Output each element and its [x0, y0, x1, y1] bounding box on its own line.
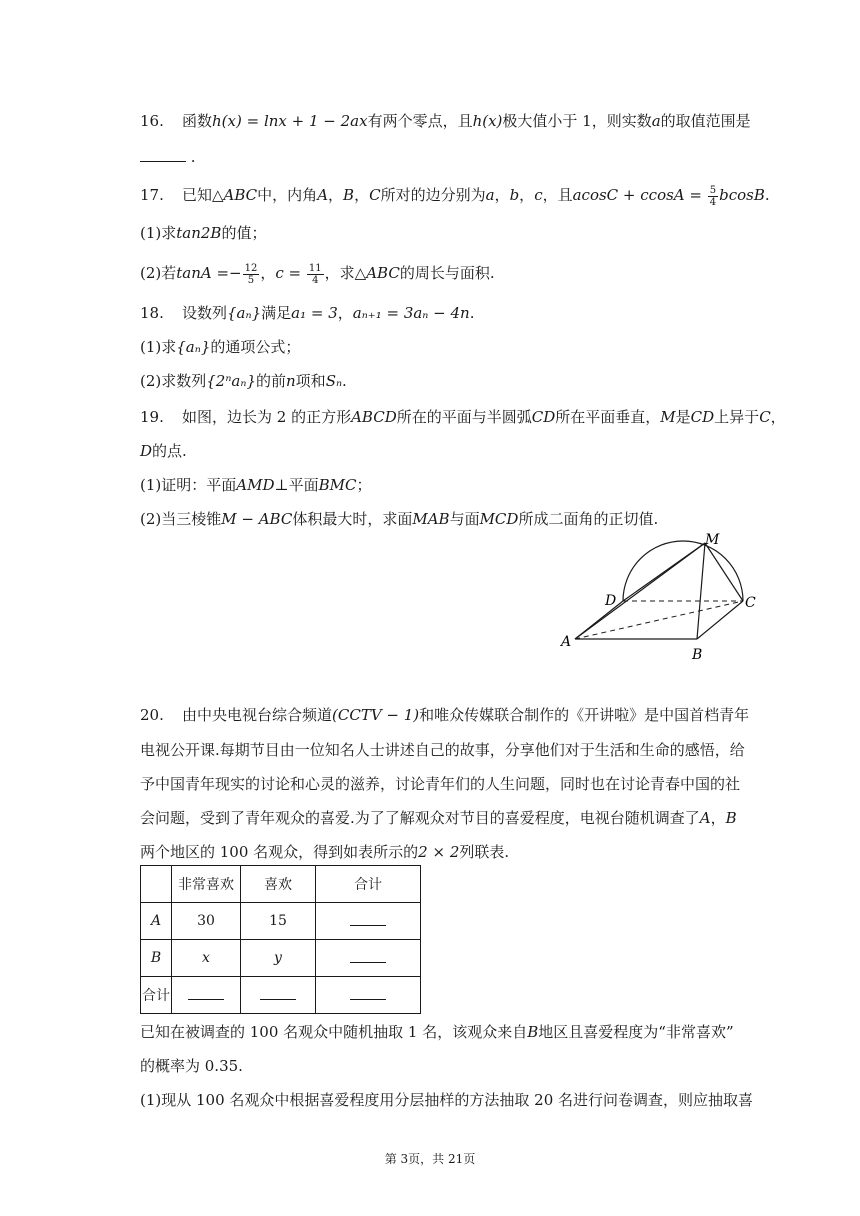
q19-m: M [660, 408, 676, 426]
q20-l4-B: B [725, 809, 737, 827]
q20-after1-a: 已知在被调查的 100 名观众中随机抽取 1 名，该观众来自 [140, 1023, 528, 1041]
table-cell-total-very-like [172, 977, 241, 1014]
q19-p2-prefix: (2)当三棱锥 [140, 510, 222, 528]
q17-p2-frac1 [243, 263, 260, 286]
q19-line2-text: 的点. [152, 442, 187, 460]
table-cell-b-like: y [241, 940, 316, 977]
q17-p2-prefix: (2)若 [140, 264, 177, 282]
q19-p2-mab: MAB [412, 510, 450, 528]
q19-text-a: 如图，边长为 2 的正方形 [182, 408, 352, 426]
q19-c: C [759, 408, 771, 426]
q18-p2-S: Sₙ [325, 372, 343, 390]
semicircle-arc [623, 541, 743, 601]
q16-text-a: 函数 [182, 112, 213, 130]
q17-frac-denominator: 4 [709, 196, 717, 208]
q17-text-b: 中，内角 [257, 186, 318, 204]
q18-part1 [140, 336, 300, 358]
table-row-label-total: 合计 [141, 977, 172, 1014]
q20-after1-B: B [527, 1023, 539, 1041]
blank [188, 987, 224, 1000]
q20-cctv: (CCTV − 1) [332, 706, 420, 724]
q17-number: 17. [140, 186, 164, 204]
label-b: B [692, 647, 703, 663]
q18-p2-seq: {2ⁿaₙ} [206, 372, 256, 390]
table-header-very-like: 非常喜欢 [172, 866, 241, 903]
q20-line1 [140, 704, 749, 726]
q17-p2-tanA: tanA =− [176, 264, 242, 282]
q20-l1-a: 由中央电视台综合频道 [182, 706, 333, 724]
q19-p1-amd: AMD [236, 476, 275, 494]
q18-p2-n: n [286, 372, 296, 390]
q19-p2-mid2: 与面 [449, 510, 480, 528]
q18-p1-prefix: (1)求 [140, 338, 177, 356]
q18-recurrence: aₙ₊₁ = 3aₙ − 4n [352, 304, 470, 322]
q17-side-b: b [509, 186, 520, 204]
q20-line4: 会问题，受到了青年观众的喜爱.为了了解观众对节目的喜爱程度，电视台随机调查了A，B [140, 809, 737, 827]
q20-l1-b: 和唯众传媒联合制作的《开讲啦》是中国首档青年 [419, 706, 750, 724]
q18-text-a: 设数列 [182, 304, 228, 322]
label-c: C [745, 595, 756, 611]
q18-p1-seq: {aₙ} [176, 338, 211, 356]
q17-p2-suffix: 的周长与面积. [399, 264, 495, 282]
q19-p1-mid: ⊥平面 [274, 476, 319, 494]
table-header-total: 合计 [316, 866, 421, 903]
q18-seq: {aₙ} [227, 304, 262, 322]
table-header-empty [141, 866, 172, 903]
edge-bm [697, 543, 705, 639]
table-cell-a-very-like: 30 [172, 903, 241, 940]
q19-line2 [140, 440, 187, 462]
label-m: M [705, 532, 720, 548]
table-header-row [141, 866, 421, 903]
q19-p1-prefix: (1)证明：平面 [140, 476, 237, 494]
q17-fraction [708, 185, 718, 208]
q17-part1 [140, 222, 266, 244]
q17-p2-c: c = [275, 264, 302, 282]
q20-l4-A: A [699, 809, 711, 827]
q20-line3: 予中国青年现实的讨论和心灵的滋养，讨论青年们的人生问题，同时也在讨论青春中国的社 [140, 775, 741, 793]
edge-dm [623, 543, 705, 601]
q16-line2 [140, 146, 196, 168]
q19-text-c: 所在平面垂直， [555, 408, 661, 426]
q17-p2-frac2 [307, 263, 324, 286]
q16-number: 16. [140, 112, 164, 130]
q17-p2-mid: ，求△ [324, 264, 367, 282]
q19-p1-bmc: BMC [318, 476, 357, 494]
table-row [141, 940, 421, 977]
q17-text-d: ，且 [542, 186, 573, 204]
table-cell-a-like: 15 [241, 903, 316, 940]
q16-a: a [651, 112, 661, 130]
q18-line1: 18. 设数列{aₙ}满足a₁ = 3，aₙ₊₁ = 3aₙ − 4n. [140, 304, 475, 322]
q19-cd: CD [531, 408, 556, 426]
q16-answer-blank [140, 147, 186, 162]
q19-p1-suffix: ； [356, 476, 372, 494]
blank [350, 950, 386, 963]
q17-part2: (2)若tanA =− $\frac{12}{5}$ ，c = $\frac{11}{4}$ ，求△ABC的周长与面积. [140, 262, 495, 286]
q20-after2: 的概率为 0.35. [140, 1057, 243, 1075]
label-a: A [561, 634, 572, 650]
q20-l4-a: 会问题，受到了青年观众的喜爱.为了了解观众对节目的喜爱程度，电视台随机调查了 [140, 809, 700, 827]
table-row [141, 903, 421, 940]
blank [260, 987, 296, 1000]
q20-l5-a: 两个地区的 100 名观众，得到如表所示的 [140, 843, 419, 861]
table-cell-b-total [316, 940, 421, 977]
edge-cm [705, 543, 743, 601]
q16-expr: h(x) = lnx + 1 − 2ax [212, 112, 368, 130]
q17-line1: 17. 已知△ABC中，内角A，B，C所对的边分别为a，b，c，且acosC + ccosA = $\frac{5}{4}$ bcosB. [140, 184, 770, 208]
q18-number: 18. [140, 304, 164, 322]
table-cell-a-total [316, 903, 421, 940]
table-header-like: 喜欢 [241, 866, 316, 903]
q18-part2 [140, 370, 347, 392]
q19-text-e: 上异于 [714, 408, 760, 426]
q16-text-b: 有两个零点，且 [367, 112, 473, 130]
q18-p1-suffix: 的通项公式； [210, 338, 301, 356]
q20-line5 [140, 841, 509, 863]
q18-p2-suffix: . [342, 372, 347, 390]
q17-p1-suffix: 的值； [221, 224, 267, 242]
q17-p2-frac2-bot: 4 [312, 274, 319, 286]
q20-l5-expr: 2 × 2 [418, 843, 460, 861]
q19-part1 [140, 474, 371, 496]
q17-expr-right: bcosB [719, 186, 765, 204]
label-d: D [605, 593, 617, 609]
q19-cd2: CD [690, 408, 715, 426]
q18-p2-mid2: 项和 [295, 372, 326, 390]
table-cell-total-total [316, 977, 421, 1014]
q20-line2: 电视公开课.每期节目由一位知名人士讲述自己的故事，分享他们对于生活和生命的感悟，给 [140, 741, 745, 759]
q17-side-c: c [534, 186, 543, 204]
q20-after1-b: 地区且喜爱程度为“非常喜欢” [538, 1023, 734, 1041]
q17-abc: ABC [223, 186, 258, 204]
q19-number: 19. [140, 408, 164, 426]
page-footer: 第 3页，共 21页 [384, 1152, 476, 1166]
q19-line2-d: D [140, 442, 153, 460]
q17-p2-frac1-bot: 5 [247, 274, 255, 286]
q18-text-b: 满足 [261, 304, 292, 322]
q19-line1: 19. 如图，边长为 2 的正方形ABCD所在的平面与半圆弧CD所在平面垂直，M是CD上异于C， [140, 408, 786, 426]
q17-B: B [343, 186, 355, 204]
q19-p2-mcd: MCD [479, 510, 519, 528]
q19-pyramid-figure [555, 525, 765, 665]
q20-after1 [140, 1021, 734, 1043]
q16-text-c: 极大值小于 1，则实数 [502, 112, 652, 130]
table-row-label-b: B [141, 940, 172, 977]
q20-number: 20. [140, 706, 164, 724]
contingency-table [140, 865, 421, 1014]
q17-text-a: 已知△ [182, 186, 224, 204]
q17-p2-abc: ABC [366, 264, 400, 282]
table-cell-total-like [241, 977, 316, 1014]
q17-p2-frac1-top: 12 [244, 262, 258, 274]
q17-A: A [317, 186, 329, 204]
q17-p1-expr: tan2B [176, 224, 222, 242]
q17-expr-left: acosC + ccosA = [572, 186, 702, 204]
q18-p2-mid: 的前 [255, 372, 286, 390]
table-cell-b-very-like: x [172, 940, 241, 977]
q16-tail: . [190, 148, 196, 166]
table-row [141, 977, 421, 1014]
q17-side-a: a [485, 186, 495, 204]
q16-line1 [140, 110, 751, 132]
q20-l5-b: 列联表. [459, 843, 510, 861]
q18-p2-prefix: (2)求数列 [140, 372, 207, 390]
q19-text-d: 是 [675, 408, 691, 426]
q16-text-d: 的取值范围是 [660, 112, 751, 130]
blank [350, 987, 386, 1000]
q17-frac-numerator: 5 [709, 184, 717, 196]
q19-p2-suffix: 所成二面角的正切值. [518, 510, 659, 528]
table-row-label-a: A [141, 903, 172, 940]
q19-text-b: 所在的平面与半圆弧 [396, 408, 532, 426]
blank [350, 913, 386, 926]
q19-abcd: ABCD [351, 408, 397, 426]
q17-p1-prefix: (1)求 [140, 224, 177, 242]
q17-text-c: 所对的边分别为 [380, 186, 486, 204]
q17-p2-frac2-top: 11 [308, 262, 322, 274]
q18-a1: a₁ = 3 [291, 304, 338, 322]
q20-after3: (1)现从 100 名观众中根据喜爱程度用分层抽样的方法抽取 20 名进行问卷调查，则应抽取喜 [140, 1091, 754, 1109]
q17-C: C [369, 186, 381, 204]
q19-p2-mid: 体积最大时，求面 [292, 510, 413, 528]
q19-p2-expr: M − ABC [221, 510, 293, 528]
q16-hx: h(x) [472, 112, 503, 130]
